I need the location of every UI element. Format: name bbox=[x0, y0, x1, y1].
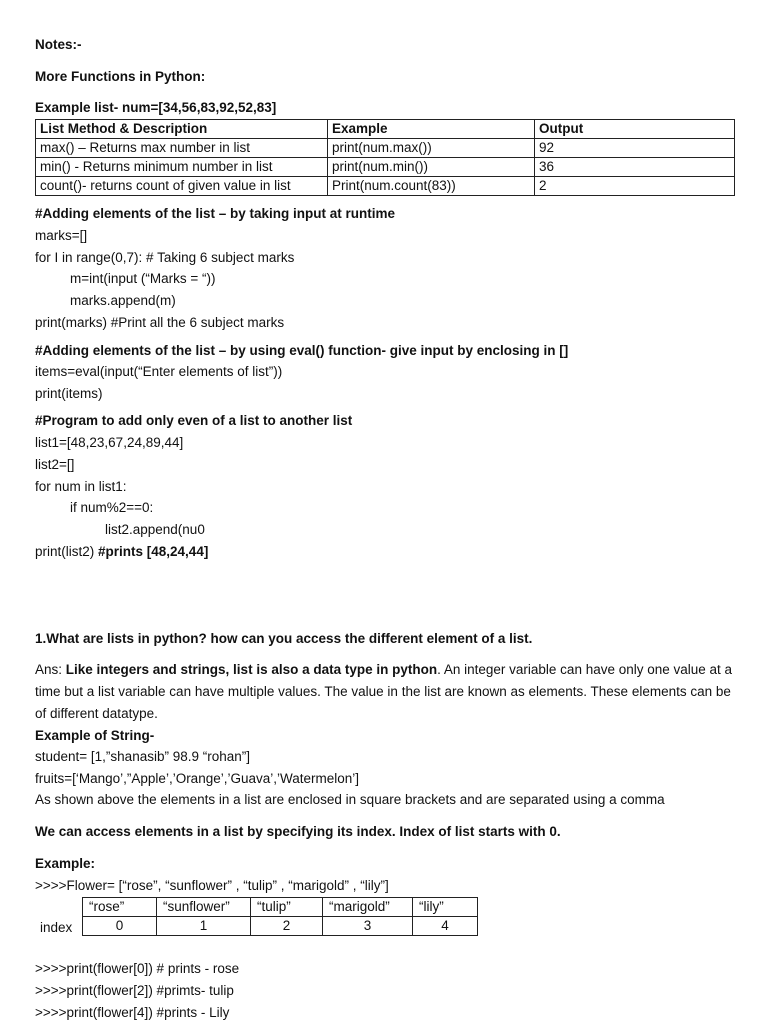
adding-eval-heading: #Adding elements of the list – by using eval() function- give input by enclosing in [] bbox=[35, 343, 569, 358]
flower-line: >>>>Flower= [“rose”, “sunflower” , “tulip” , “marigold” , “lily”] bbox=[35, 878, 389, 893]
even-program-heading: #Program to add only even of a list to another list bbox=[35, 413, 353, 428]
methods-table bbox=[35, 119, 735, 196]
code-line: m=int(input (“Marks = “)) bbox=[70, 271, 216, 286]
table-cell: count()- returns count of given value in list bbox=[36, 177, 328, 196]
access-note: We can access elements in a list by specifying its index. Index of list starts with 0. bbox=[35, 824, 561, 839]
notes-heading: Notes:- bbox=[35, 37, 82, 52]
table-cell: 92 bbox=[535, 139, 735, 158]
table-cell: “sunflower” bbox=[157, 898, 251, 917]
answer-prefix: Ans: bbox=[35, 662, 66, 677]
code-line: print(items) bbox=[35, 386, 103, 401]
table-row bbox=[83, 917, 478, 936]
table-cell: “marigold” bbox=[323, 898, 413, 917]
print-line: >>>>print(flower[2]) #primts- tulip bbox=[35, 983, 234, 998]
table-cell: “rose” bbox=[83, 898, 157, 917]
brackets-note: As shown above the elements in a list are enclosed in square brackets and are separated using a comma bbox=[35, 792, 665, 807]
code-line: for I in range(0,7): # Taking 6 subject marks bbox=[35, 250, 295, 265]
table-cell: print(num.max()) bbox=[328, 139, 535, 158]
table-cell: 1 bbox=[157, 917, 251, 936]
table-cell: “lily” bbox=[413, 898, 478, 917]
table-header: Example bbox=[328, 120, 535, 139]
result-comment: #prints [48,24,44] bbox=[98, 544, 209, 559]
table-header: List Method & Description bbox=[36, 120, 328, 139]
table-cell: “tulip” bbox=[251, 898, 323, 917]
code-line: if num%2==0: bbox=[70, 500, 154, 515]
table-cell: 3 bbox=[323, 917, 413, 936]
code-line: list1=[48,23,67,24,89,44] bbox=[35, 435, 184, 450]
print-line: >>>>print(flower[4]) #prints - Lily bbox=[35, 1005, 230, 1020]
code-line: marks.append(m) bbox=[70, 293, 176, 308]
code-line: list2=[] bbox=[35, 457, 75, 472]
table-cell: 2 bbox=[535, 177, 735, 196]
student-line: student= [1,”shanasib” 98.9 “rohan”] bbox=[35, 749, 251, 764]
table-cell: print(num.min()) bbox=[328, 158, 535, 177]
example-list: Example list- num=[34,56,83,92,52,83] bbox=[35, 100, 277, 115]
section-title: More Functions in Python: bbox=[35, 69, 206, 84]
code-line: items=eval(input(“Enter elements of list”)) bbox=[35, 364, 283, 379]
table-header: Output bbox=[535, 120, 735, 139]
table-row bbox=[36, 158, 735, 177]
table-cell: 4 bbox=[413, 917, 478, 936]
flower-index-table bbox=[82, 897, 478, 936]
example-heading: Example: bbox=[35, 856, 96, 871]
table-cell: max() – Returns max number in list bbox=[36, 139, 328, 158]
adding-runtime-heading: #Adding elements of the list – by taking input at runtime bbox=[35, 206, 396, 221]
code-line bbox=[35, 544, 208, 560]
code-line: marks=[] bbox=[35, 228, 88, 243]
code-line: for num in list1: bbox=[35, 479, 127, 494]
answer-bold: Like integers and strings, list is also a data type in python bbox=[65, 662, 438, 677]
print-line: >>>>print(flower[0]) # prints - rose bbox=[35, 961, 240, 976]
example-string-heading: Example of String- bbox=[35, 728, 155, 743]
table-cell: 36 bbox=[535, 158, 735, 177]
index-label: index bbox=[40, 920, 73, 935]
answer-rest: . An integer variable can have only one value at a time but a list variable can have multiple values. The value in the list are known as elements. These elements can be of different datatype. bbox=[35, 662, 733, 721]
table-cell: Print(num.count(83)) bbox=[328, 177, 535, 196]
code-line: print(marks) #Print all the 6 subject marks bbox=[35, 315, 285, 330]
table-cell: 2 bbox=[251, 917, 323, 936]
code-line: list2.append(nu0 bbox=[105, 522, 205, 537]
question: 1.What are lists in python? how can you access the different element of a list. bbox=[35, 631, 533, 646]
answer-paragraph bbox=[35, 659, 735, 725]
table-row bbox=[36, 139, 735, 158]
code-text: print(list2) bbox=[35, 544, 99, 559]
table-cell: 0 bbox=[83, 917, 157, 936]
table-row bbox=[36, 177, 735, 196]
fruits-line: fruits=[‘Mango’,”Apple’,’Orange’,’Guava’,’Watermelon’] bbox=[35, 771, 360, 786]
table-cell: min() - Returns minimum number in list bbox=[36, 158, 328, 177]
table-header-row bbox=[36, 120, 735, 139]
table-row bbox=[83, 898, 478, 917]
